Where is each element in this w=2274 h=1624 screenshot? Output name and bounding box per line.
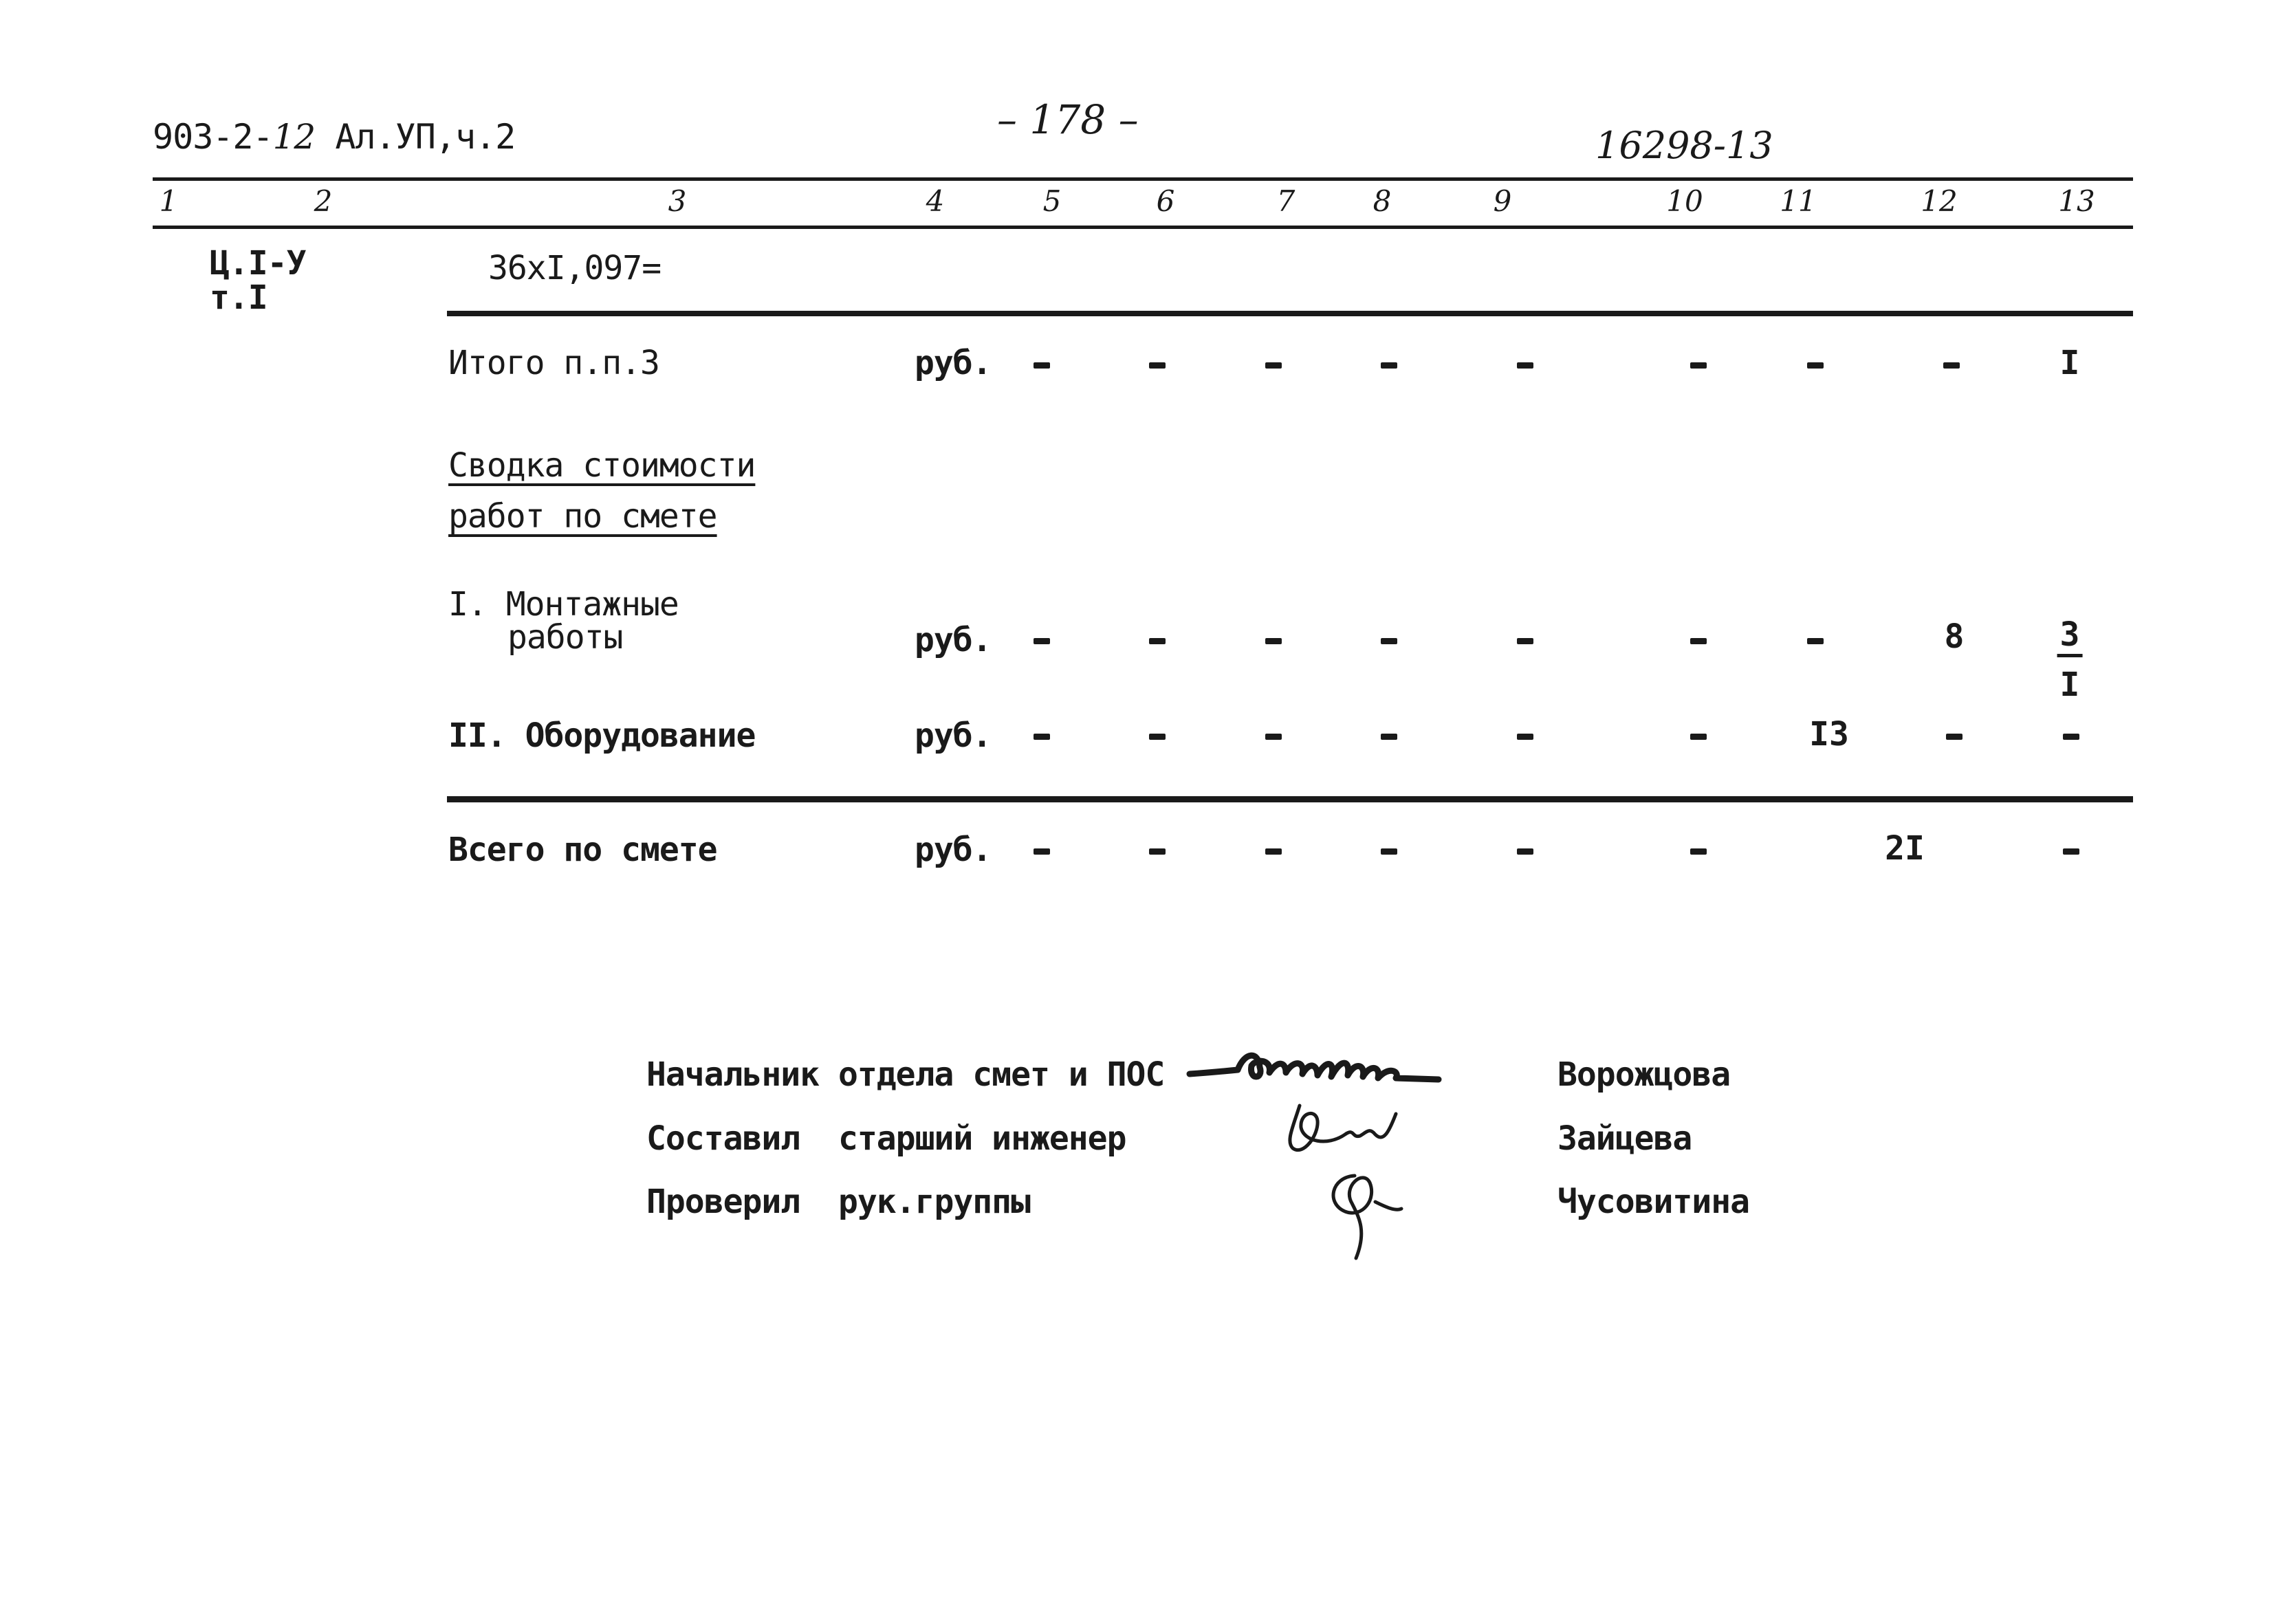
row-oborud-c9 <box>1517 734 1533 740</box>
document-code-suffix: Ал.УП,ч.2 <box>315 117 516 157</box>
row-montazh-label-line1: I. Монтажные <box>448 585 679 624</box>
column-number-13: 13 <box>2058 184 2095 218</box>
row-itogo-c9 <box>1517 362 1533 369</box>
row-montazh-c13-bottom: I <box>2059 666 2080 704</box>
row-montazh-c11 <box>1807 638 1824 644</box>
row-montazh-c5 <box>1034 638 1050 644</box>
calculation-formula: 36хI,097= <box>488 249 662 287</box>
row-oborud-c5 <box>1034 734 1050 740</box>
column-number-8: 8 <box>1373 184 1392 218</box>
row-oborud-c7 <box>1265 734 1282 740</box>
row-montazh-c6 <box>1149 638 1166 644</box>
signature-name-checker: Чусовитина <box>1557 1183 1749 1221</box>
row-itogo-unit: руб. <box>915 344 992 382</box>
row-vsego-c6 <box>1149 848 1166 855</box>
row-vsego-c12: 2I <box>1885 829 1925 868</box>
table-top-rule <box>153 177 2133 181</box>
row-vsego-c5 <box>1034 848 1050 855</box>
row-montazh-c13-top: 3 <box>2057 615 2083 657</box>
row-itogo-c5 <box>1034 362 1050 369</box>
document-code <box>153 117 515 157</box>
signature-head-mark <box>1190 1055 1439 1079</box>
summary-heading <box>448 440 755 542</box>
row-oborud-unit: руб. <box>915 716 992 755</box>
row-oborud-label: II. Оборудование <box>448 716 756 755</box>
row-vsego-c13 <box>2063 848 2079 855</box>
row-montazh-label-line2: работы <box>507 618 623 657</box>
row-itogo-c13: I <box>2059 344 2080 382</box>
row-montazh-unit: руб. <box>915 621 992 659</box>
row-itogo-c7 <box>1265 362 1282 369</box>
row-itogo-c11 <box>1807 362 1824 369</box>
row-oborud-c10 <box>1690 734 1707 740</box>
signature-compiler-mark <box>1290 1106 1396 1150</box>
subtotal-rule <box>447 311 2133 316</box>
price-reference-line1: Ц.I-У <box>210 244 306 283</box>
summary-heading-line1: Сводка стоимости <box>448 446 756 485</box>
column-number-10: 10 <box>1666 184 1703 218</box>
row-itogo-c8 <box>1381 362 1397 369</box>
row-oborud-c11: I3 <box>1809 715 1849 754</box>
signature-role-checker: Проверил рук.группы <box>646 1183 1030 1221</box>
total-rule <box>447 796 2133 802</box>
signature-role-head: Начальник отдела смет и ПОС <box>646 1055 1165 1094</box>
signature-name-head: Ворожцова <box>1557 1055 1731 1094</box>
row-montazh-c8 <box>1381 638 1397 644</box>
column-number-1: 1 <box>159 184 178 218</box>
row-itogo-c12 <box>1943 362 1960 369</box>
column-number-3: 3 <box>668 184 687 218</box>
handwritten-signatures <box>1183 1031 1540 1265</box>
document-code-number: 903-2- <box>153 117 273 157</box>
row-vsego-c10 <box>1690 848 1707 855</box>
row-itogo-c6 <box>1149 362 1166 369</box>
price-reference-line2: т.I <box>210 278 267 317</box>
row-montazh-c12: 8 <box>1944 617 1965 656</box>
row-vsego-c8 <box>1381 848 1397 855</box>
row-itogo-c10 <box>1690 362 1707 369</box>
column-number-9: 9 <box>1493 184 1512 218</box>
row-vsego-label: Всего по смете <box>448 831 717 869</box>
signature-name-compiler: Зайцева <box>1557 1119 1692 1158</box>
column-number-4: 4 <box>926 184 945 218</box>
row-vsego-unit: руб. <box>915 831 992 869</box>
row-montazh-label <box>448 585 679 657</box>
row-oborud-c8 <box>1381 734 1397 740</box>
row-vsego-c9 <box>1517 848 1533 855</box>
row-vsego-c7 <box>1265 848 1282 855</box>
price-reference <box>210 246 306 315</box>
page-number: – 178 – <box>997 96 1139 143</box>
column-number-6: 6 <box>1156 184 1175 218</box>
signature-role-compiler: Составил старший инженер <box>646 1119 1126 1158</box>
column-header-rule <box>153 226 2133 229</box>
row-oborud-c13 <box>2063 734 2079 740</box>
row-montazh-c10 <box>1690 638 1707 644</box>
column-number-5: 5 <box>1042 184 1062 218</box>
archive-number: 16298-13 <box>1595 124 1773 167</box>
column-number-12: 12 <box>1921 184 1958 218</box>
row-montazh-c7 <box>1265 638 1282 644</box>
column-number-11: 11 <box>1780 184 1817 218</box>
document-code-handwritten: 12 <box>272 117 316 157</box>
row-oborud-c12 <box>1946 734 1963 740</box>
row-oborud-c6 <box>1149 734 1166 740</box>
signature-checker-mark <box>1333 1176 1401 1258</box>
column-number-7: 7 <box>1276 184 1295 218</box>
summary-heading-line2: работ по смете <box>448 497 717 536</box>
row-itogo-label: Итого п.п.3 <box>448 344 659 382</box>
row-montazh-c9 <box>1517 638 1533 644</box>
column-number-2: 2 <box>314 184 333 218</box>
